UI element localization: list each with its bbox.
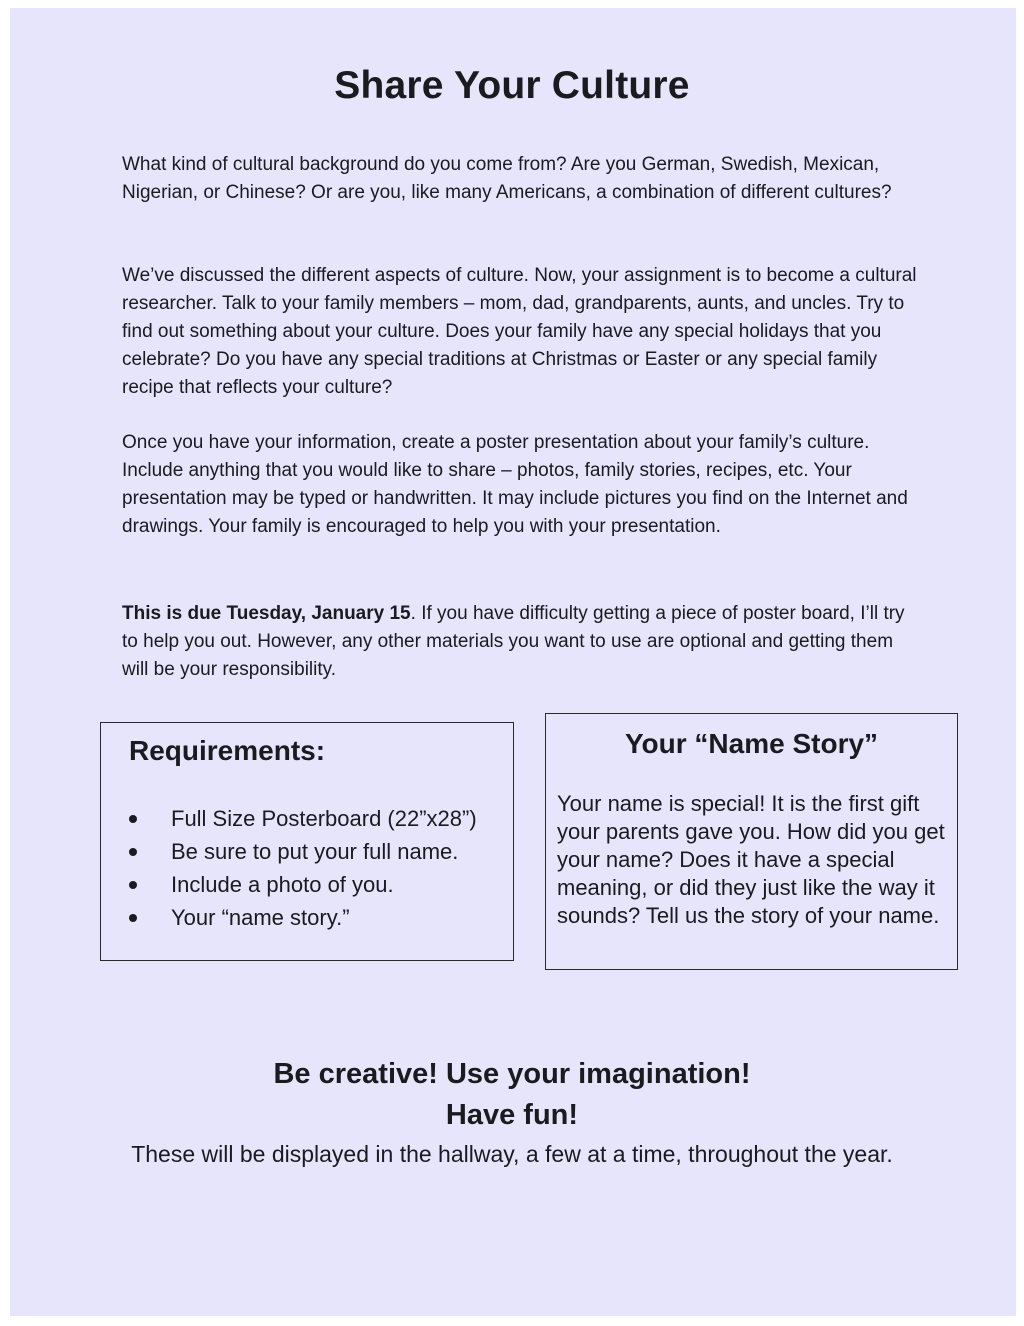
due-date-paragraph	[122, 600, 922, 684]
poster-paragraph: Once you have your information, create a poster presentation about your family’s culture. Include anything that you would like to share – photos, family stories, recipes, etc. Your presentation may be typed or handwritten. It may include pictures you find on the Internet and drawings. Your family is encouraged to help you with your presentation.	[122, 432, 908, 537]
due-date: This is due Tuesday, January 15	[122, 603, 411, 624]
list-item	[129, 901, 477, 934]
intro-paragraph: What kind of cultural background do you come from? Are you German, Swedish, Mexican, Nigerian, or Chinese? Or are you, like many Americans, a combination of different cultures?	[122, 154, 892, 203]
name-story-box	[545, 713, 958, 970]
list-item	[129, 835, 477, 868]
assignment-paragraph: We’ve discussed the different aspects of culture. Now, your assignment is to become a cultural researcher. Talk to your family members – mom, dad, grandparents, aunts, and uncles. Try to find out something about your culture. Does your family have any special holidays that you celebrate? Do you have any special traditions at Christmas or Easter or any special family recipe that reflects your culture?	[122, 265, 917, 398]
bullet-icon	[129, 815, 137, 823]
list-item	[129, 802, 477, 835]
bullet-icon	[129, 848, 137, 856]
requirements-list	[129, 802, 477, 934]
requirement-text: Include a photo of you.	[171, 872, 394, 897]
closing-line-fun: Have fun!	[445, 1099, 579, 1131]
name-story-heading: Your “Name Story”	[624, 728, 879, 759]
list-item	[129, 868, 477, 901]
display-note: These will be displayed in the hallway, a few at a time, throughout the year.	[131, 1141, 893, 1167]
bullet-icon	[129, 914, 137, 922]
bullet-icon	[129, 881, 137, 889]
requirement-text: Your “name story.”	[171, 905, 350, 930]
requirement-text: Be sure to put your full name.	[171, 839, 459, 864]
requirements-box	[100, 722, 514, 961]
page-title: Share Your Culture	[334, 64, 690, 107]
requirement-text: Full Size Posterboard (22”x28”)	[171, 806, 477, 831]
requirements-heading: Requirements:	[129, 735, 326, 766]
closing-line-creative: Be creative! Use your imagination!	[273, 1058, 751, 1090]
due-date-details: . If you have difficulty getting a piece of poster board, I’ll try to help you out. However, any other materials you want to use are optional and getting them will be your responsibility.	[122, 603, 905, 680]
name-story-body: Your name is special! It is the first gift your parents gave you. How did you get your name? Does it have a special meaning, or did they just like the way it sounds? Tell us the story of your name.	[557, 791, 945, 928]
